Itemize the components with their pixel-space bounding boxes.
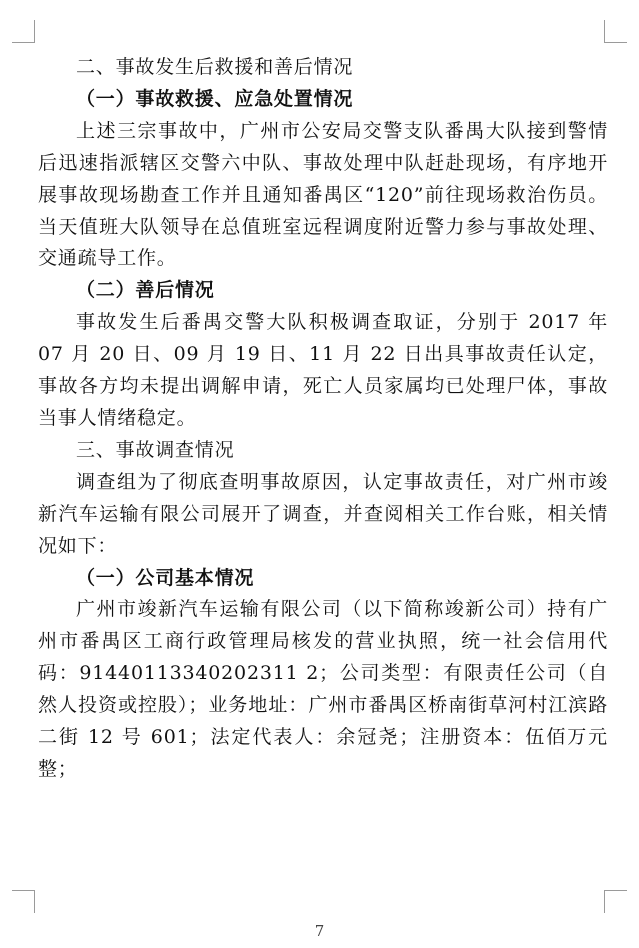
paragraph-investigation-intro: 调查组为了彻底查明事故原因，认定事故责任，对广州市竣新汽车运输有限公司展开了调查，并查阅相关工作台账，相关情况如下： <box>38 470 608 557</box>
crop-mark-top-right <box>604 20 627 43</box>
section-heading-rescue: 二、事故发生后救援和善后情况 <box>76 56 354 78</box>
section-heading-investigation: 三、事故调查情况 <box>76 438 235 461</box>
paragraph-company-info: 广州市竣新汽车运输有限公司（以下简称竣新公司）持有广州市番禺区工商行政管理局核发的营业执照，统一社会信用代码：91440113340202311 2；公司类型：有限责任公司（自然人投资或控股）；业务地址：广州市番禺区桥南街草河村江滨路二街 12 号 601；法定代表人：余冠尧；注册资本：伍佰万元整； <box>38 598 608 780</box>
page-number: 7 <box>314 922 325 940</box>
crop-mark-bottom-right <box>604 890 627 913</box>
paragraph-emergency-response: 上述三宗事故中，广州市公安局交警支队番禺大队接到警情后迅速指派辖区交警六中队、事故处理中队赶赴现场，有序地开展事故现场勘查工作并且通知番禺区“120”前往现场救治伤员。当天值班大队领导在总值班室远程调度附近警力参与事故处理、交通疏导工作。 <box>38 119 608 270</box>
paragraph-aftermath: 事故发生后番禺交警大队积极调查取证，分别于 2017 年 07 月 20 日、09 月 19 日、11 月 22 日出具事故责任认定，事故各方均未提出调解申请，死亡人员家属均已处理尸体，事故当事人情绪稳定。 <box>38 311 608 429</box>
document-body <box>38 52 608 786</box>
crop-mark-top-left <box>12 20 35 43</box>
subheading-aftermath: （二）善后情况 <box>76 279 215 302</box>
subheading-emergency-response: （一）事故救援、应急处置情况 <box>76 87 354 110</box>
crop-mark-bottom-left <box>12 890 35 913</box>
subheading-company-info: （一）公司基本情况 <box>76 566 255 589</box>
